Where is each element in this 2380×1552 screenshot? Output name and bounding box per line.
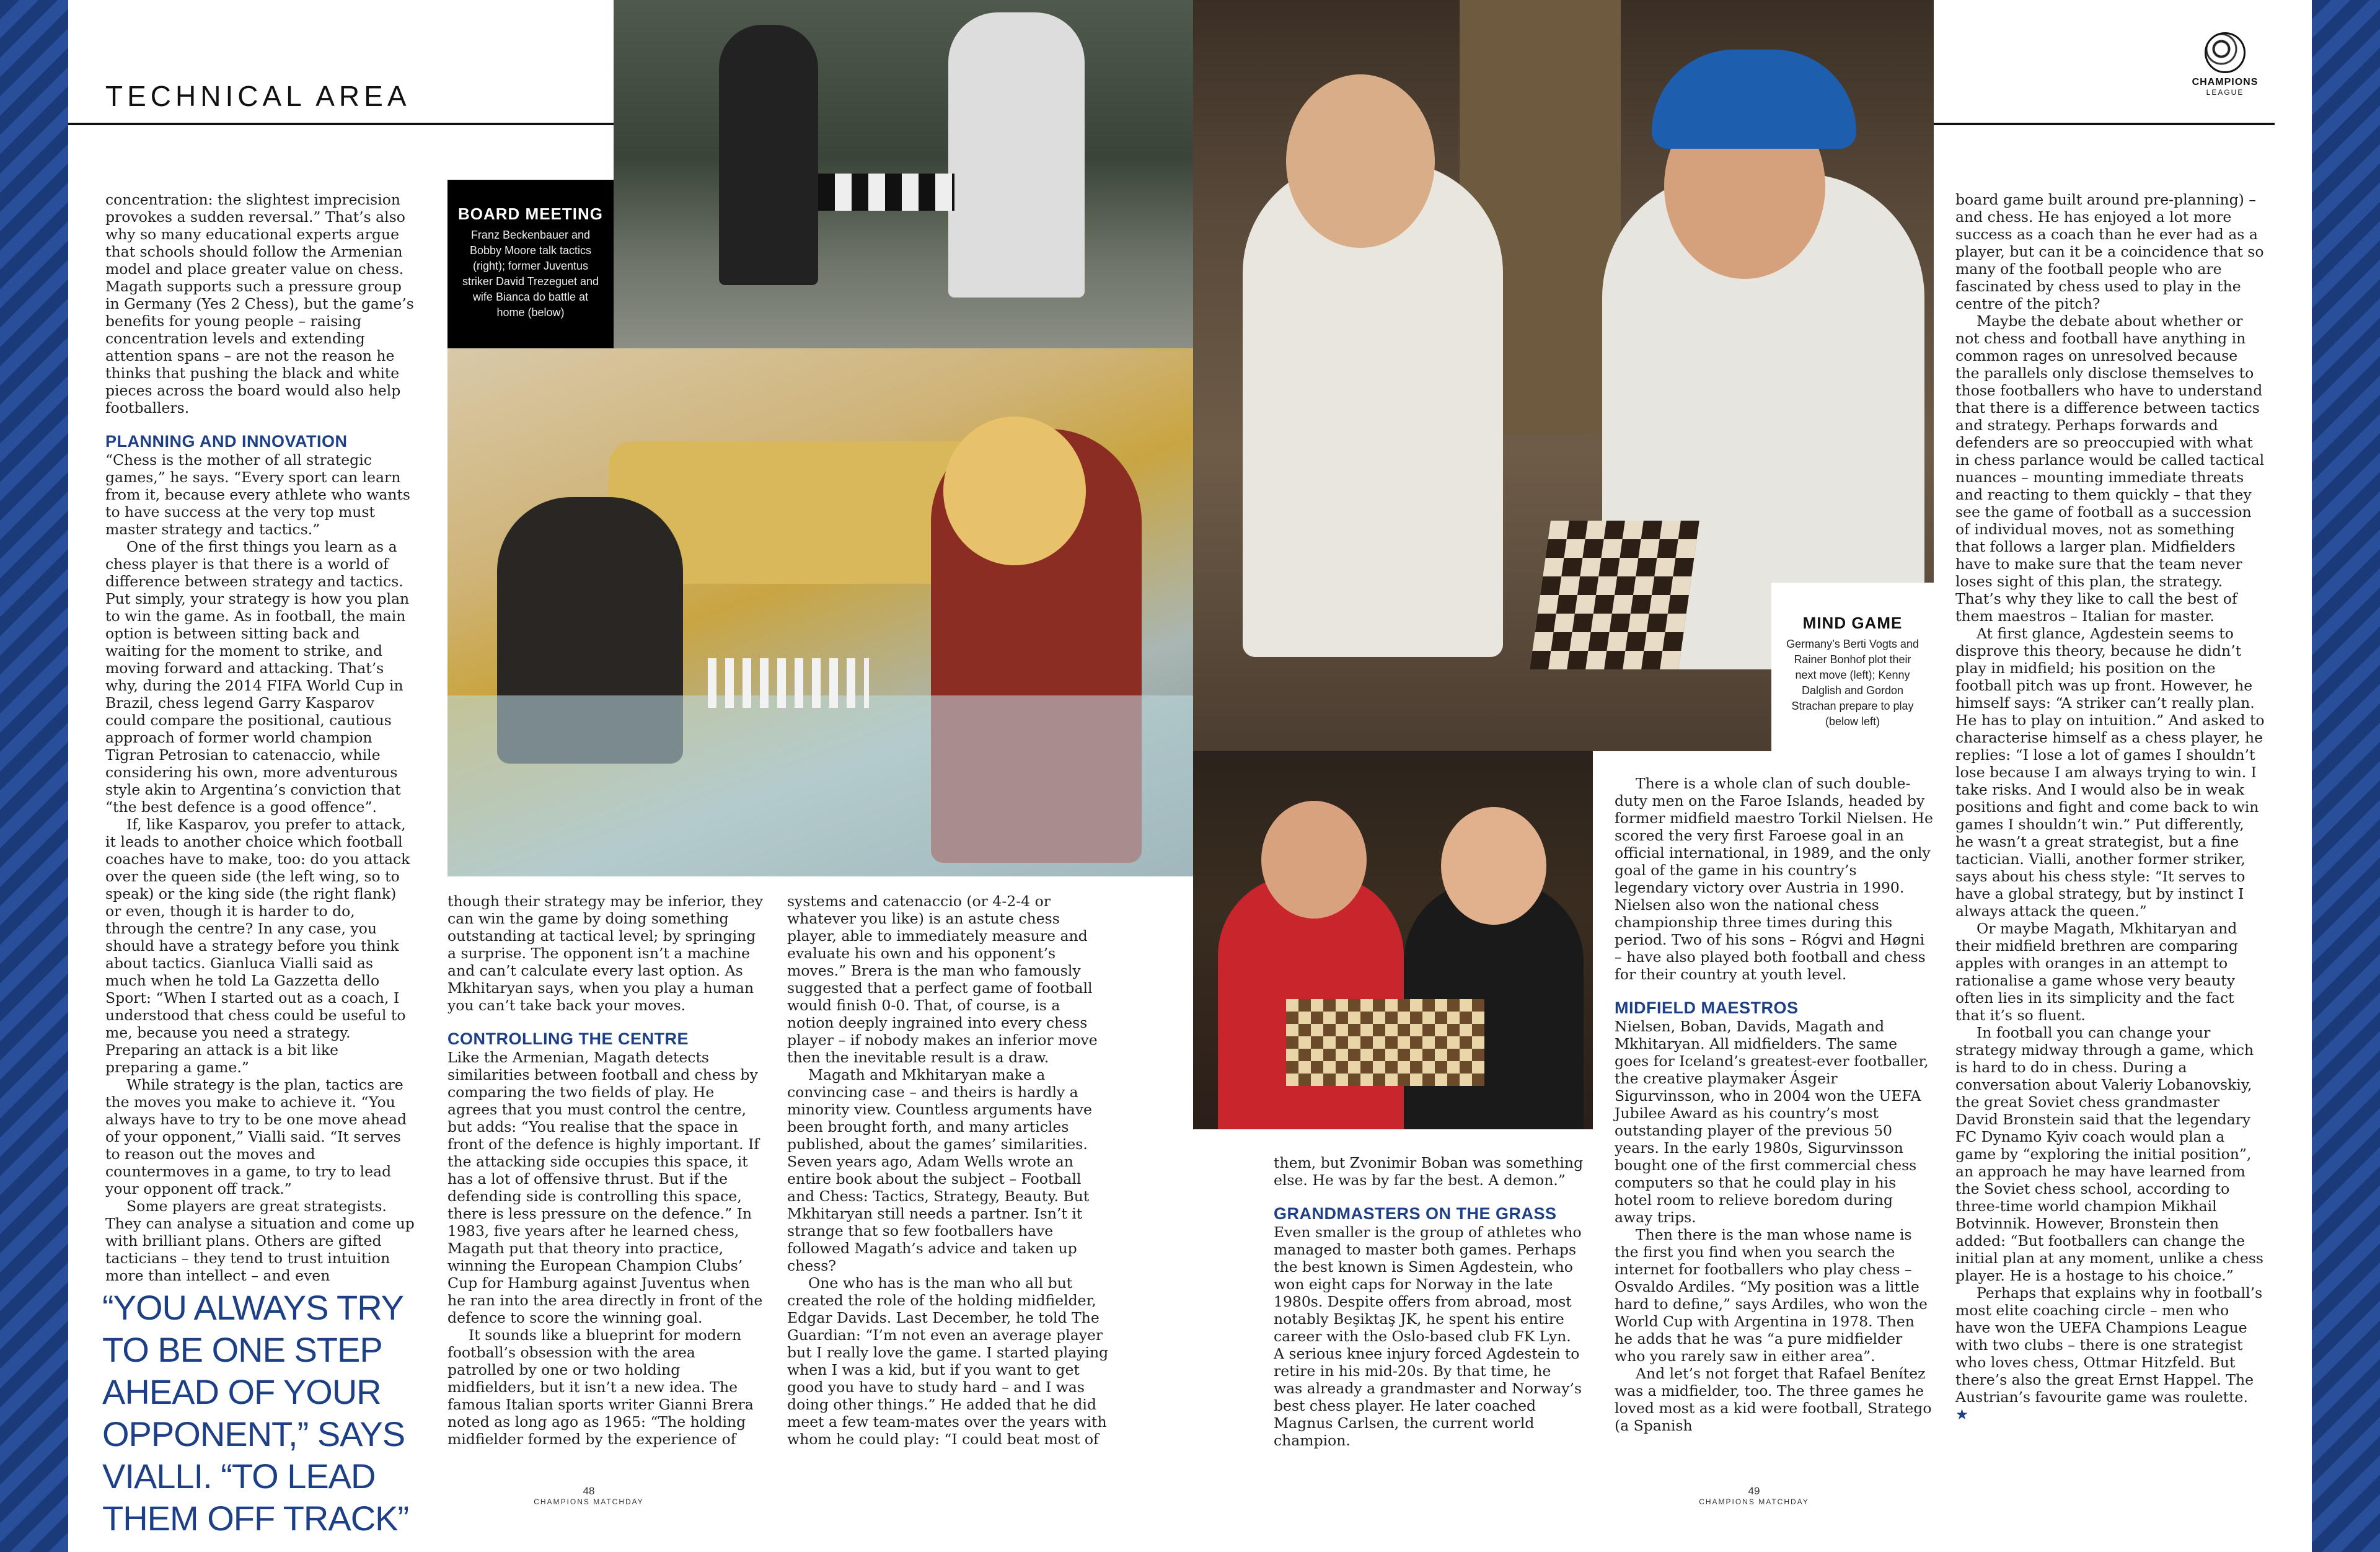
paragraph: though their strategy may be inferior, they can win the game by doing something outstanding at tactical level; by springing a surprise. The opponent isn’t a machine and can’t calculate every last option. As Mkhitaryan says, when you play a human you can’t take back your moves. <box>447 893 764 1014</box>
article-column-2 <box>447 893 764 1448</box>
starball-icon <box>2205 32 2246 73</box>
paragraph: Maybe the debate about whether or not chess and football have anything in common rages on unresolved because the parallels only disclose themselves to those footballers who have to understand that there is a difference between tactics and strategy. Perhaps forwards and defenders are so preoccupied with what in chess parlance would be called tactical nuances – mounting immediate threats and reacting to them quickly – that they see the game of football as a succession of individual moves, not as something that follows a larger plan. Midfielders have to make sure that the team never loses sight of this plan, the strategy. That’s why they like to call the best of them maestros – Italian for master. <box>1955 312 2265 625</box>
photo-trezeguet-home <box>447 348 1193 876</box>
folio-left <box>508 1485 669 1506</box>
paragraph: board game built around pre-planning) – and chess. He has enjoyed a lot more success as a coach than he ever had as a player, but can it be a coincidence that so many of the football people who are fascinated by chess used to play in the centre of the pitch? <box>1955 191 2264 312</box>
paragraph: In football you can change your strategy midway through a game, which is hard to do in chess. During a conversation about Valeriy Lobanovskiy, the great Soviet chess grandmaster David Bronstein said that the legendary FC Dynamo Kyiv coach would plan a game by “exploring the initial position”, an approach he may have learned from the Soviet chess school, according to three-time world champion Mikhail Botvinnik. However, Bronstein then added: “But footballers can change the initial plan at any moment, unlike a chess player. He is a hostage to his choice.” <box>1955 1024 2263 1284</box>
paragraph: Or maybe Magath, Mkhitaryan and their midfield brethren are comparing apples with oranges in an attempt to rationalise a game whose very beauty often lies in its simplicity and the fact that it’s so fluent. <box>1955 920 2238 1024</box>
article-column-4 <box>1274 1154 1584 1449</box>
paragraph: “Chess is the mother of all strategic games,” he says. “Every sport can learn from it, because every athlete who wants to have success at the very top must master strategy and tactics.” <box>105 451 410 538</box>
caption-text: Franz Beckenbauer and Bobby Moore talk tactics (right); former Juventus striker David Trezeguet and wife Bianca do battle at home (below) <box>462 229 599 319</box>
paragraph: One who has is the man who all but created the role of the holding midfielder, Edgar Davids. Last December, he told The Guardian: “I’m not even an average player but I really love the game. I started playing when I was a kid, but if you want to get good you have to study hard – and I was doing other things.” He added that he did meet a few team-mates over the years with whom he could play: “I could beat most of <box>787 1274 1109 1448</box>
paragraph: There is a whole clan of such double-duty men on the Faroe Islands, headed by former midfield maestro Torkil Nielsen. He scored the very first Faroese goal in an official international, in 1989, and the only goal of the game in his country’s legendary victory over Austria in 1990. Nielsen also won the national chess championship three times during this period. Two of his sons – Rógvi and Høgni – have also played both football and chess for their country at youth level. <box>1615 775 1933 983</box>
caption-text: Germany’s Berti Vogts and Rainer Bonhof plot their next move (left); Kenny Dalglish and Gordon Strachan prepare to play (below left) <box>1786 638 1919 728</box>
magazine-name: CHAMPIONS MATCHDAY <box>534 1497 644 1506</box>
header-rule-left <box>68 123 614 125</box>
subheading: MIDFIELD MAESTROS <box>1615 999 1799 1017</box>
caption-title: BOARD MEETING <box>458 205 603 223</box>
paragraph: Magath and Mkhitaryan make a convincing case – and theirs is hardly a minority view. Countless arguments have been brought forth, and many articles published, about the games’ similarities. Seven years ago, Adam Wells wrote an entire book about the subject – Football and Chess: Tactics, Strategy, Beauty. But Mkhitaryan still needs a partner. Isn’t it strange that so few footballers have followed Magath’s advice and taken up chess? <box>787 1066 1092 1274</box>
paragraph: systems and catenaccio (or 4-2-4 or whatever you like) is an astute chess player, able to immediately measure and evaluate his own and his opponent’s moves.” Brera is the man who famously suggested that a perfect game of football would finish 0-0. That, of course, is a notion deeply ingrained into every chess player – if nobody makes an inferior move then the inevitable result is a draw. <box>787 893 1098 1066</box>
paragraph: And let’s not forget that Rafael Benítez was a midfielder, too. The three games he loved most as a kid were football, Stratego (a Spanish <box>1615 1365 1932 1434</box>
paragraph: them, but Zvonimir Boban was something else. He was by far the best. A demon.” <box>1274 1154 1584 1189</box>
paragraph: Like the Armenian, Magath detects similarities between football and chess by comparing the two fields of play. He agrees that you must control the centre, but adds: “You realise that the space in front of the defence is highly important. If the attacking side occupies this space, it has a lot of offensive thrust. But if the defending side is controlling this space, there is less pressure on the defence.” In 1983, five years after he learned chess, Magath put that theory into practice, winning the European Champion Clubs’ Cup for Hamburg against Juventus when he ran into the area directly in front of the defence to score the winning goal. <box>447 1049 763 1326</box>
paragraph: While strategy is the plan, tactics are the moves you make to achieve it. “You always have to try to be one move ahead of your opponent,” Vialli said. “It serves to reason out the moves and countermoves in a game, to try to lead your opponent off track.” <box>105 1076 407 1197</box>
header-rule-right <box>1934 123 2275 125</box>
page-edge-left <box>0 0 68 1552</box>
paragraph: One of the first things you learn as a chess player is that there is a world of difference between strategy and tactics. Put simply, your strategy is how you plan to win the game. As in football, the main option is between sitting back and waiting for the moment to strike, and moving forward and attacking. That’s why, during the 2014 FIFA World Cup in Brazil, chess legend Garry Kasparov could compare the positional, cautious approach of former world champion Tigran Petrosian to catenaccio, while considering his own, more adventurous style akin to Argentina’s conviction that “the best defence is a good offence”. <box>105 538 410 816</box>
logo-line2: LEAGUE <box>2206 88 2244 97</box>
champions-league-logo <box>2175 32 2275 119</box>
photo-beckenbauer-moore <box>614 0 1193 348</box>
article-column-5 <box>1615 775 1934 1434</box>
caption-mind-game <box>1771 583 1934 751</box>
article-column-3 <box>787 893 1109 1448</box>
folio-right <box>1673 1485 1835 1506</box>
paragraph: If, like Kasparov, you prefer to attack, it leads to another choice which football coaches have to make, too: do you attack over the queen side (the left wing, so to speak) or the king side (the right flank) or even, though it is harder to do, through the centre? In any case, you should have a strategy before you think about tactics. Gianluca Vialli said as much when he told La Gazzetta dello Sport: “When I started out as a coach, I understood that chess could be useful to me, because you need a strategy. Preparing an attack is a bit like preparing a game.” <box>105 816 410 1076</box>
subheading: PLANNING AND INNOVATION <box>105 432 348 451</box>
paragraph: Then there is the man whose name is the first you find when you search the internet for footballers who play chess – Osvaldo Ardiles. “My position was a little hard to define,” says Ardiles, who won the World Cup with Argentina in 1978. Then he adds that he was “a pure midfielder who you rarely saw in either area”. <box>1615 1226 1928 1365</box>
paragraph <box>1955 1284 2265 1423</box>
logo-line1: CHAMPIONS <box>2192 77 2259 87</box>
subheading: CONTROLLING THE CENTRE <box>447 1030 689 1048</box>
article-column-1 <box>105 191 415 1284</box>
caption-title: MIND GAME <box>1802 614 1903 632</box>
article-column-6 <box>1955 191 2265 1423</box>
photo-dalglish-strachan <box>1193 751 1593 1129</box>
paragraph: At first glance, Agdestein seems to disprove this theory, because he didn’t play in midfield; his position on the football pitch was up front. However, he himself says: “A striker can’t really plan. He has to play on intuition.” And asked to characterise himself as a chess player, he replies: “I lose a lot of games I shouldn’t lose because I am always trying to win. I take risks. And I would also be in weak positions and fight and come back to win games I shouldn’t win.” Put differently, he wasn’t a great strategist, but a fine tactician. Vialli, another former striker, says about his chess style: “It serves to have a global strategy, but by instinct I always attack the queen.” <box>1955 625 2265 920</box>
magazine-name: CHAMPIONS MATCHDAY <box>1699 1497 1809 1506</box>
paragraph: Some players are great strategists. They can analyse a situation and come up with brilliant plans. Others are gifted tacticians – they tend to trust intuition more than intellect – and even <box>105 1197 415 1284</box>
caption-board-meeting <box>447 180 614 348</box>
paragraph: It sounds like a blueprint for modern football’s obsession with the area patrolled by one or two holding midfielders, but it isn’t a new idea. The famous Italian sports writer Gianni Brera noted as long ago as 1965: “The holding midfielder formed by the experience of <box>447 1326 754 1448</box>
pull-quote: “YOU ALWAYS TRY TO BE ONE STEP AHEAD OF YOUR OPPONENT,” SAYS VIALLI. “TO LEAD THEM OFF TRACK” <box>102 1288 409 1538</box>
paragraph-text: Perhaps that explains why in football’s most elite coaching circle – men who have won the UEFA Champions League with two clubs – there is one strategist who loves chess, Ottmar Hitzfeld. But there’s also the great Ernst Happel. The Austrian’s favourite game was roulette. <box>1955 1284 2263 1406</box>
page-number: 48 <box>583 1485 595 1497</box>
subheading: GRANDMASTERS ON THE GRASS <box>1274 1204 1557 1223</box>
paragraph: concentration: the slightest imprecision provokes a sudden reversal.” That’s also why so many educational experts argue that schools should follow the Armenian model and place greater value on chess. Magath supports such a pressure group in Germany (Yes 2 Chess), but the game’s benefits for young people – raising concentration levels and extending attention spans – are not the reason he thinks that pushing the black and white pieces across the board would also help footballers. <box>105 191 414 417</box>
paragraph: Even smaller is the group of athletes who managed to master both games. Perhaps the best known is Simen Agdestein, who won eight caps for Norway in the late 1980s. Despite offers from abroad, most notably Beşiktaş JK, he spent his entire career with the Oslo-based club FK Lyn. A serious knee injury forced Agdestein to retire in his mid-20s. By that time, he was already a grandmaster and Norway’s best chess player. He later coached Magnus Carlsen, the current world champion. <box>1274 1224 1582 1449</box>
paragraph: Nielsen, Boban, Davids, Magath and Mkhitaryan. All midfielders. The same goes for Iceland’s greatest-ever footballer, the creative playmaker Ásgeir Sigurvinsson, who in 2004 won the UEFA Jubilee Award as his country’s most outstanding player of the previous 50 years. In the early 1980s, Sigurvinsson bought one of the first commercial chess computers so that he could play in his hotel room to relieve boredom during away trips. <box>1615 1018 1929 1226</box>
end-star-icon: ★ <box>1955 1406 1969 1423</box>
page-edge-right <box>2312 0 2380 1552</box>
section-header: TECHNICAL AREA <box>105 80 411 112</box>
page-number: 49 <box>1748 1485 1760 1497</box>
